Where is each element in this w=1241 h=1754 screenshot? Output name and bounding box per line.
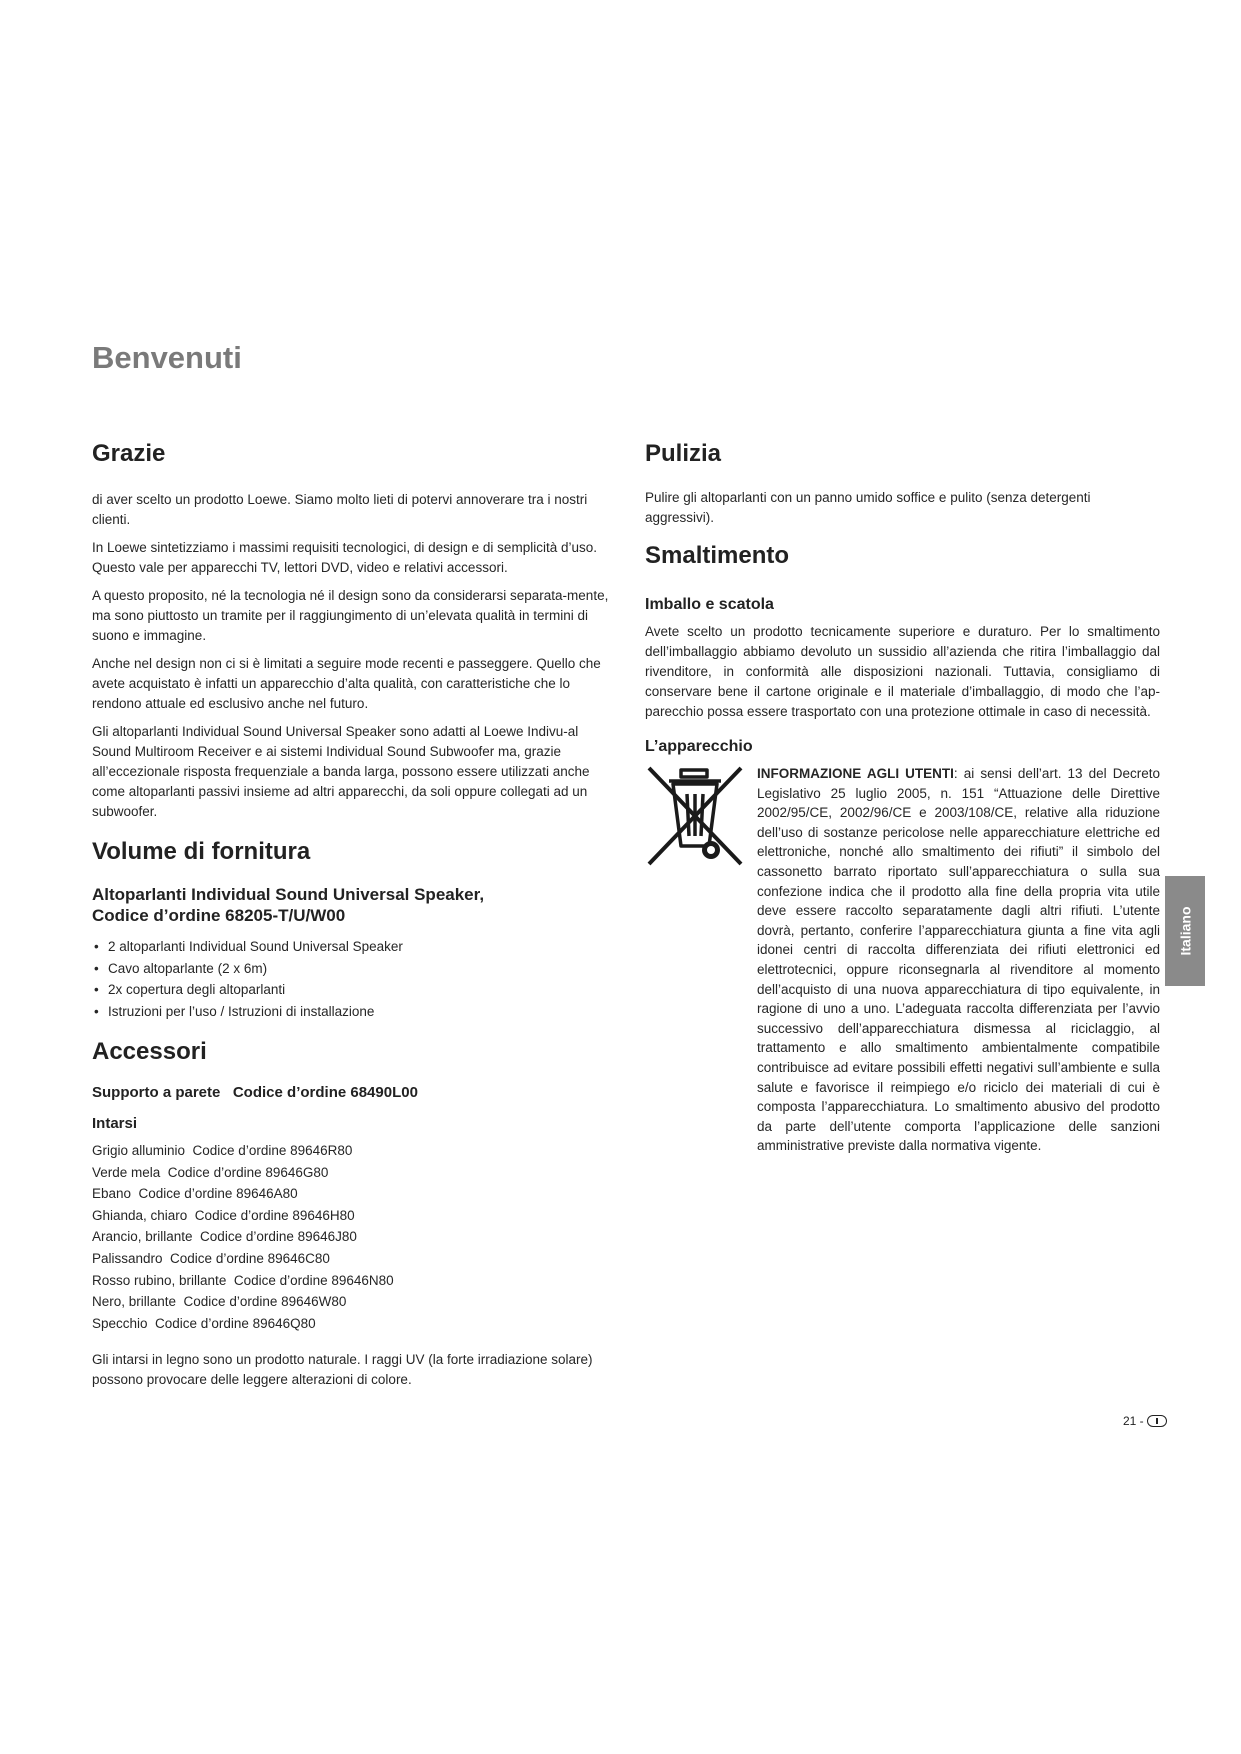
accessori-section: [92, 1038, 612, 1390]
weee-paragraph: [757, 764, 1160, 1156]
inlay-item: Ghianda, chiaro Codice d’ordine 89646H80: [92, 1207, 355, 1223]
list-item: • Cavo altoparlante (2 x 6m): [92, 958, 612, 980]
inlay-item: Nero, brillante Codice d’ordine 89646W80: [92, 1294, 347, 1310]
grazie-heading: Grazie: [92, 440, 166, 467]
left-column: [92, 440, 612, 1398]
inlay-item: Specchio Codice d’ordine 89646Q80: [92, 1315, 316, 1331]
inlay-item: Ebano Codice d’ordine 89646A80: [92, 1186, 298, 1202]
pulizia-heading: Pulizia: [645, 440, 722, 467]
pulizia-text: Pulire gli altoparlanti con un panno umido soffice e pulito (senza detergenti aggressivi).: [645, 490, 1091, 525]
smaltimento-section: [645, 542, 1160, 1164]
inlay-item: Verde mela Codice d’ordine 89646G80: [92, 1164, 329, 1180]
grazie-paragraph: di aver scelto un prodotto Loewe. Siamo molto lieti di potervi annoverare tra i nostri clienti.: [92, 492, 588, 527]
crossed-out-wheelie-bin-icon: [645, 764, 745, 1164]
right-column: [645, 440, 1160, 1164]
list-item: • 2x copertura degli altoparlanti: [92, 979, 612, 1001]
pulizia-section: [645, 440, 1160, 528]
fornitura-heading: Volume di fornitura: [92, 838, 311, 865]
inlay-list: [92, 1140, 612, 1334]
grazie-section: [92, 440, 612, 822]
fornitura-section: [92, 838, 612, 1022]
page-title: Benvenuti: [92, 340, 242, 375]
side-tab-label: Italiano: [1177, 906, 1194, 956]
packaging-heading: Imballo e scatola: [645, 596, 774, 613]
language-i-icon: [1147, 1415, 1167, 1427]
fornitura-subheading-line1: Altoparlanti Individual Sound Universal Speaker,: [92, 885, 485, 904]
wall-mount-line: Supporto a parete Codice d’ordine 68490L00: [92, 1084, 418, 1101]
grazie-paragraph: Anche nel design non ci si è limitati a seguire mode recenti e passeggere. Quello che avete acquistato è infatti un apparecchio d’alta qualità, con caratteristiche che lo rendono attuale ed esclusivo anche nel futuro.: [92, 656, 601, 711]
inlay-item: Arancio, brillante Codice d’ordine 89646J80: [92, 1229, 357, 1245]
list-item: • 2 altoparlanti Individual Sound Universal Speaker: [92, 936, 612, 958]
inlay-note: Gli intarsi in legno sono un prodotto naturale. I raggi UV (la forte irradiazione solare) possono provocare delle leggere alterazioni di colore.: [92, 1352, 593, 1388]
accessori-heading: Accessori: [92, 1038, 207, 1065]
inlays-heading: Intarsi: [92, 1115, 138, 1132]
inlay-item: Rosso rubino, brillante Codice d’ordine 89646N80: [92, 1272, 394, 1288]
page-number-text: 21 -: [1123, 1414, 1144, 1428]
packaging-text: Avete scelto un prodotto tecnicamente superiore e duraturo. Per lo smaltimento dell’imballaggio abbiamo devoluto un sussidio all’azienda che ritira l’imballaggio dal rivenditore, in conformità alle disposizioni nazionali. Tuttavia, consigliamo di conservare bene il cartone originale e il materiale d’imballaggio, di modo che l’ap-parecchio possa essere trasportato con una protezione ottimale in caso di necessità.: [645, 624, 1160, 719]
weee-text: [757, 764, 1160, 1164]
notice-text: : ai sensi dell’art. 13 del Decreto Legislativo 25 luglio 2005, n. 151 “Attuazione delle Direttive 2002/95/CE, 2002/96/CE e 2003/108/CE, relative alla riduzione dell’uso di sostanze pericolose nelle apparecchiature elettriche ed elettroniche, nonché allo smaltimento dei rifiuti” il simbolo del cassonetto barrato riportato sull’apparecchiatura o sulla sua confezione indica che il prodotto alla fine della propria vita utile deve essere raccolto separatamente dagli altri rifiuti. L’utente dovrà, pertanto, conferire l’apparecchiatura giunta a fine vita agli idonei centri di raccolta differenziata dei rifiuti elettronici ed elettrotecnici, oppure riconsegnarla al rivenditore al momento dell’acquisto di una nuova apparecchiatura di tipo equivalente, in ragione di uno a uno. L’adeguata raccolta differenziata per l’avvio successivo dell’apparecchiatura dismessa al riciclaggio, al trattamento e allo smaltimento ambientalmente compatibile contribuisce ad evitare possibili effetti negativi sull’ambiente e sulla salute e favorisce il reimpiego e/o riciclo dei materiali di cui è composta l’apparecchiatura. Lo smaltimento abusivo del prodotto da parte dell’utente comporta l’applicazione delle sanzioni amministrative previste dalla normativa vigente.: [757, 766, 1160, 1154]
inlay-item: Palissandro Codice d’ordine 89646C80: [92, 1250, 330, 1266]
device-heading: L’apparecchio: [645, 738, 753, 755]
notice-label: INFORMAZIONE AGLI UTENTI: [757, 766, 954, 781]
fornitura-subheading-line2: Codice d’ordine 68205-T/U/W00: [92, 906, 346, 925]
smaltimento-heading: Smaltimento: [645, 542, 790, 569]
inlay-item: Grigio alluminio Codice d’ordine 89646R80: [92, 1143, 353, 1158]
grazie-paragraph: A questo proposito, né la tecnologia né il design sono da considerarsi separata-mente, ma sono piuttosto un tramite per il raggiungimento di un’elevata qualità in termini di suono e immagine.: [92, 588, 609, 643]
language-side-tab: [1165, 876, 1205, 986]
weee-notice: [645, 764, 1160, 1164]
fornitura-subheading: [92, 884, 612, 926]
grazie-paragraph: In Loewe sintetizziamo i massimi requisiti tecnologici, di design e di semplicità d’uso. Questo vale per apparecchi TV, lettori DVD, video e relativi accessori.: [92, 540, 597, 575]
grazie-paragraph: Gli altoparlanti Individual Sound Universal Speaker sono adatti al Loewe Indivu-al Sound Multiroom Receiver e ai sistemi Individual Sound Subwoofer ma, grazie all’eccezionale risposta frequenziale a banda larga, possono essere utilizzati anche come altoparlanti passivi insieme ad altri apparecchi, da soli oppure collegati ad un subwoofer.: [92, 724, 590, 819]
list-item: • Istruzioni per l’uso / Istruzioni di installazione: [92, 1001, 612, 1023]
supply-list: [92, 936, 612, 1022]
page-number: [1123, 1414, 1167, 1428]
